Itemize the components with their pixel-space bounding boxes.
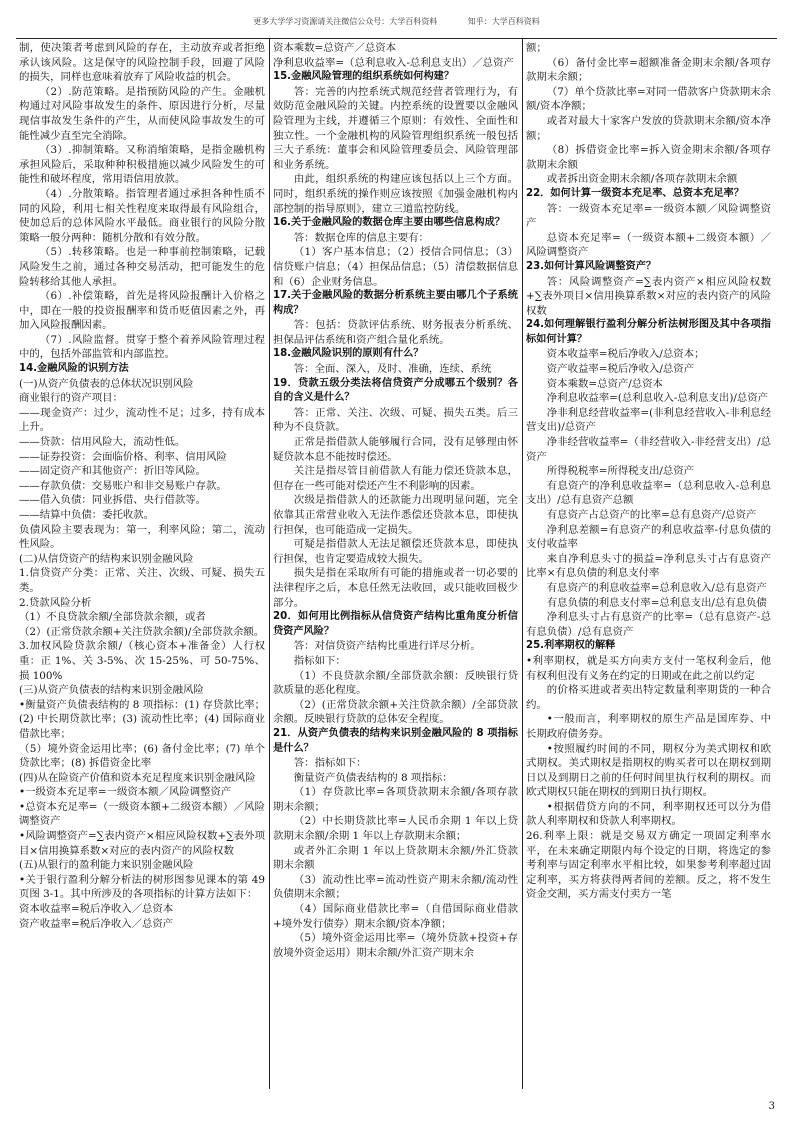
section-heading: 15.金融风险管理的组织系统如何构建？ xyxy=(273,71,455,83)
paragraph: 或者外汇余期 1 年以上贷款期末余额/外汇贷款期末余额 xyxy=(273,844,518,872)
header-right-text: 知乎：大学百科资料 xyxy=(467,17,540,26)
paragraph: ——结算中负债：委托收款。 xyxy=(19,509,155,521)
paragraph: •按照履约时间的不同，期权分为美式期权和欧式期权。美式期权是指期权的购买者可以在期权到期日以及到期日之前的任何时间里执行权利的期权。而欧式期权只能在期权的到期日执行期权。 xyxy=(526,742,771,799)
paragraph: 净利息收益率=(总利息收入-总利息支出)/总资产 xyxy=(546,392,769,405)
paragraph: ——固定资产和其他资产：折旧等风险。 xyxy=(19,465,207,478)
paragraph: •一般而言，利率期权的原生产品是国库券、中长期政府债务券。 xyxy=(526,713,771,740)
page-number: 3 xyxy=(768,1101,775,1112)
paragraph: 答：风险调整资产=∑表内资产×相应风险权数+∑表外项目×信用换算系数×对应的表内资产的风险权数 xyxy=(526,275,771,317)
paragraph: （7）单个贷款比率=对同一借款客户贷款期末余额/资本净额； xyxy=(526,85,771,113)
section-heading: 22．如何计算一级资本充足率、总资本充足率？ xyxy=(526,187,744,199)
paragraph: 额； xyxy=(526,42,547,54)
section-heading: 14.金融风险的识别方法 xyxy=(19,363,129,375)
paragraph: （2）.防范策略。是指预防风险的产生。金融机构通过对风险事故发生的条件、原因进行分析，尽量现信事故发生条件的产生，从而使风险事故发生的可能性减少直至完全消除。 xyxy=(19,85,265,142)
paragraph: 资本乘数=总资产／总资本 xyxy=(273,42,397,54)
paragraph: 资本收益率=税后净收入／总资本 xyxy=(19,903,174,916)
paragraph: 次级是指借款人的还款能力出现明显问题，完全依靠其正常营业收入无法作悉偿还贷款本息，即使执行担保，也可能造成一定损失。 xyxy=(273,494,518,536)
paragraph: （7）.风险监督。贯穿于整个着养风险管理过程中的，包括外部监管和内部监控。 xyxy=(19,333,265,361)
page-header xyxy=(0,16,793,27)
paragraph: 来自净利息头寸的损益=净利息头寸占有息资产比率×有息负债的利息支付率 xyxy=(526,552,771,580)
paragraph: （3）流动性比率=流动性资产期末余额/流动性负债期末余额； xyxy=(273,873,518,901)
section-heading: 25.利率期权的解释 xyxy=(526,640,616,652)
paragraph: ——存款负债：交易账户和非交易账户存款。 xyxy=(19,479,227,492)
paragraph: （8）拆借资金比率=拆入资金期末余额/各项存款期末余额 xyxy=(526,144,771,171)
paragraph: 净利息差额=有息资产的利息收益率-付息负债的支付收益率 xyxy=(526,523,771,551)
paragraph: (一)从资产负债表的总体状况识别风险 xyxy=(19,377,194,390)
paragraph: （1）不良贷款余额/全部贷款余额，或者 xyxy=(19,611,206,624)
paragraph: 净非经营收益率=（非经营收入-非经营支出）/总资产 xyxy=(526,436,771,463)
paragraph: （5）境外资金运用比率；(6) 备付金比率；(7) 单个贷款比率；(8) 拆借资金比率 xyxy=(19,742,265,770)
paragraph: 资产收益率=税后净收入/总资产 xyxy=(546,363,695,376)
paragraph: 衡量资产负债表结构的 8 项指标： xyxy=(293,771,453,784)
paragraph: 由此，组织系统的构建应该包括以上三个方面。同时，组织系统的操作则应该按照《加强金融机构内部控制的指导原则》，建立三道监控防线。 xyxy=(273,173,518,215)
paragraph: （3）.抑制策略。又称消缩策略，是指金融机构承担风险后，采取种种积极措施以减少风险发生的可能性和破坏程度，常用语信用放款。 xyxy=(19,144,265,186)
paragraph: 有息资产的利息收益率=总利息收入/总有息资产 xyxy=(546,581,767,594)
column-2 xyxy=(269,39,522,1089)
paragraph: •风险调整资产=∑表内资产×相应风险权数+∑表外项目×信用换算系数×对应的表内资产的风险权数 xyxy=(19,830,265,857)
paragraph: 所得税税率=所得税支出/总资产 xyxy=(546,465,695,478)
paragraph: 资产收益率=税后净收入／总资产 xyxy=(19,917,174,930)
paragraph: （6）.补偿策略，首先是将风险报酬计入价格之中，即在一般的投资报酬率和货币贬值因素之外，再加入风险报酬因素。 xyxy=(19,290,265,332)
paragraph: 总资本充足率=（一级资本额+二级资本额）／风险调整资产 xyxy=(526,231,771,259)
paragraph: （1）客户基本信息；（2）授信合同信息；（3）信贷账户信息；（4）担保品信息；（5）清偿数据信息和（6）企业财务信息。 xyxy=(273,246,518,288)
paragraph: 关注是指尽管目前借款人有能力偿还贷款本息，但存在一些可能对偿还产生不利影响的因素。 xyxy=(273,465,518,492)
paragraph: •利率期权，就是买方向卖方支付一笔权利金后，他有权利但没有义务在约定的日期或在此之前以约定 xyxy=(526,654,771,682)
paragraph: （2）中长期贷款比率=人民币余期 1 年以上贷款期末余额/余期 1 年以上存款期末余额； xyxy=(273,815,518,843)
header-left-text: 更多大学学习资源请关注微信公众号：大学百科资料 xyxy=(253,17,438,26)
section-heading: 24.如何理解银行盈利分解分析法树形图及其中各项指标如何计算？ xyxy=(526,319,771,345)
paragraph: ——现金资产：过少，流动性不足；过多，持有成本上升。 xyxy=(19,406,265,434)
paragraph: 答：完善的内控系统式规范经营者管理行为，有效防范金融风险的关键。内控系统的设置要以金融风险管理为主线，并遵循三个原则：有效性、全面性和独立性。一个金融机构的风险管理组织系统一般包括三大子系统：董事会和风险管理委员会、风险管理部和业务系统。 xyxy=(273,85,518,171)
paragraph: •总资本充足率=（一级资本额+二级资本额）／风险调整资产 xyxy=(19,800,265,828)
paragraph: 1.信贷资产分类：正常、关注、次级、可疑、损失五类。 xyxy=(19,567,265,594)
section-heading: 23.如何计算风险调整资产？ xyxy=(526,260,657,272)
section-heading: 20．如何用比例指标从信贷资产结构比重角度分析信贷资产风险？ xyxy=(273,611,518,637)
paragraph: 净非利息经营收益率=(非利息经营收入-非利息经营支出)/总资产 xyxy=(526,406,771,434)
paragraph: ——证券投资：会面临价格、利率、信用风险 xyxy=(19,450,227,463)
section-heading: 19．贷款五级分类法将信贷资产分成哪五个级别？各自的含义是什么？ xyxy=(273,377,518,404)
paragraph: 净利息收益率=（总利息收入-总利息支出）／总资产 xyxy=(273,56,514,69)
paragraph: 答：包括：贷款评估系统、财务报表分析系统、担保品评估系统和资产组合量化系统。 xyxy=(273,319,518,346)
paragraph: ——贷款：信用风险大，流动性低。 xyxy=(19,436,186,449)
paragraph: （6）备付金比率=超额准备金期末余额/各项存款期末余额； xyxy=(526,56,771,84)
paragraph: 26.利率上限：就是交易双方确定一项固定利率水平，在未来确定期限内每个设定的日期，将选定的参考利率与固定利率水平相比较，如果参考利率超过固定利率，买方将获得两者间的差额。反之，将不发生资金交割，买方需支付卖方一笔 xyxy=(526,830,771,901)
column-1 xyxy=(16,39,269,1089)
paragraph: 答：数据仓库的信息主要有： xyxy=(293,231,429,244)
paragraph: (四)从在险资产价值和资本充足程度来识别金融风险 xyxy=(19,771,256,784)
paragraph: (五)从银行的盈利能力来识别金融风险 xyxy=(19,859,194,872)
paragraph: （5）境外资金运用比率=（境外贷款+投资+存放境外资金运用）期末余额/外汇资产期末余 xyxy=(273,932,518,959)
paragraph: 答：一级资本充足率=一级资本额／风险调整资产 xyxy=(526,202,771,230)
paragraph: （1）存贷款比率=各项贷款期末余额/各项存款期末余额； xyxy=(273,786,518,813)
paragraph: 答：对信贷资产结构比重进行详尽分析。 xyxy=(293,640,481,653)
paragraph: （2）(正常贷款余额+关注贷款余额）/全部贷款余额。反映银行贷款的总体安全程度。 xyxy=(273,698,518,726)
paragraph: ——借入负债：同业拆借、央行借款等。 xyxy=(19,494,207,507)
section-heading: 16.关于金融风险的数据仓库主要由哪些信息构成？ xyxy=(273,217,505,229)
paragraph: （1）不良贷款余额/全部贷款余额：反映银行贷款质量的恶化程度。 xyxy=(273,669,518,697)
paragraph: •衡量资产负债表结构的 8 项指标：(1) 存贷款比率；(2) 中长期贷款比率；(3) 流动性比率；(4) 国际商业借款比率； xyxy=(19,698,265,740)
paragraph: 的价格买进或者卖出特定数量利率期货的一种合约。 xyxy=(526,684,771,711)
paragraph: 资本乘数=总资产/总资本 xyxy=(546,377,663,390)
paragraph: •关于银行盈利分解分析法的树形图参见课本的第 49 页图 3-1。其中所涉及的各项指标的计算方法如下： xyxy=(19,873,265,901)
paragraph: 或者拆出资金期末余额/各项存款期末余额 xyxy=(546,173,738,186)
paragraph: （4）国际商业借款比率=（自借国际商业借款+境外发行债券）期末余额/资本净额； xyxy=(273,903,518,930)
paragraph: 正常是指借款人能够履行合同，没有足够理由怀疑贷款本息不能按时偿还。 xyxy=(273,436,518,463)
section-heading: 17.关于金融风险的数据分析系统主要由哪几个子系统构成？ xyxy=(273,290,518,316)
paragraph: 净利息头寸占有息资产的比率=（总有息资产-总有息负债）/总有息资产 xyxy=(526,611,771,638)
paragraph: 负债风险主要表现为：第一，利率风险；第二，流动性风险。 xyxy=(19,523,265,551)
paragraph: •一级资本充足率=一级资本额／风险调整资产 xyxy=(19,786,232,799)
paragraph: 2.贷款风险分析 xyxy=(19,596,92,609)
paragraph: 有息负债的利息支付率=总利息支出/总有息负债 xyxy=(546,596,767,609)
column-3 xyxy=(522,39,775,1089)
paragraph: 答：指标如下： xyxy=(293,757,367,770)
paragraph: （4）.分散策略。指管理者通过承担各种性质不同的风险，利用七相关性程度来取得最有风险组合，使加总后的总体风险水平最低。商业银行的风险分散策略一般分两种：随机分散和有效分散。 xyxy=(19,187,265,244)
three-column-body xyxy=(16,38,777,1089)
section-heading: 21．从资产负债表的结构来识别金融风险的 8 项指标是什么？ xyxy=(273,727,518,754)
paragraph: （5）.转移策略。也是一种事前控制策略，记载风险发生之前，通过各种交易活动，把可能发生的危险转移给其他人承担。 xyxy=(19,246,265,288)
paragraph: 有息资产占总资产的比率=总有息资产/总资产 xyxy=(546,509,757,521)
section-heading: 18.金融风险识别的原则有什么？ xyxy=(273,348,424,360)
paragraph: 指标如下： xyxy=(293,654,346,667)
paragraph: 商业银行的资产项目： xyxy=(19,392,123,405)
paragraph: 制，使决策者考虑到风险的存在，主动放弃或者拒绝承认该风险。这是保守的风险控制手段，回避了风险的损失，同样也意味着放弃了风险收益的机会。 xyxy=(19,42,265,84)
paragraph: (二)从信贷资产的结构来识别金融风险 xyxy=(19,552,194,565)
paragraph: 可疑是指借款人无法足额偿还贷款本息，即使执行担保，也肯定要造成较大损失。 xyxy=(273,538,518,565)
paragraph: 有息资产的净利息收益率=（总利息收入-总利息支出）/总有息资产总额 xyxy=(526,479,771,507)
paragraph: 答：全面、深入，及时、准确，连续、系统 xyxy=(293,363,492,376)
paragraph: 损失是指在采取所有可能的措施或者一切必要的法律程序之后，本息任然无法收回，或只能收回极少部分。 xyxy=(273,567,518,609)
paragraph: (三)从资产负债表的结构来识别金融风险 xyxy=(19,684,204,697)
paragraph: •根据借贷方向的不同，利率期权还可以分为借款人利率期权和贷款人利率期权。 xyxy=(526,800,771,828)
paragraph: 答：正常、关注、次级、可疑、损失五类。后三种为不良贷款。 xyxy=(273,406,518,434)
paragraph: （2）(正常贷款余额+关注贷款余额)/全部贷款余额。 xyxy=(19,625,265,638)
paragraph: 或者对最大十家客户发放的贷款期末余额/资本净额； xyxy=(526,114,771,142)
paragraph: 3.加权风险贷款余额/（核心资本+准备金）人行权重：正 1%、关 3-5%、次 15-25%、可 50-75%、损 100% xyxy=(19,640,265,682)
paragraph: 资本收益率=税后净收入/总资本； xyxy=(546,348,705,361)
